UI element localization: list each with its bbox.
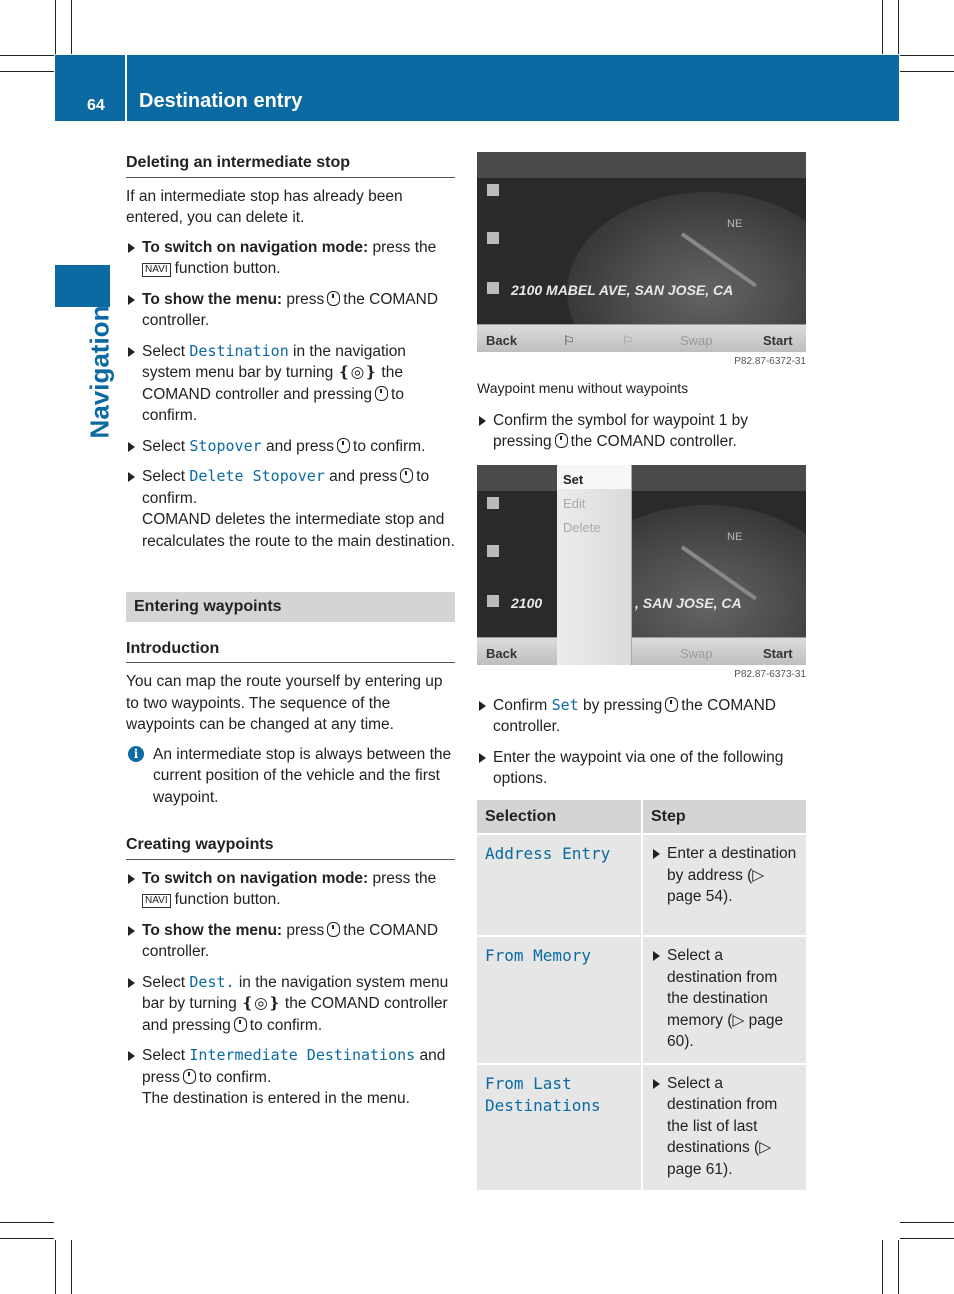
side-chapter-label: Navigation [84,305,115,439]
section-title-introduction: Introduction [126,638,455,664]
left-column [126,152,455,1119]
press-controller-icon [183,1069,196,1084]
crop-mark [71,0,72,54]
crop-mark [898,0,899,54]
step-item [126,341,455,427]
step-item [126,237,455,280]
step-item [126,920,455,963]
crop-mark [900,1238,954,1239]
step-text: to confirm. [353,437,426,455]
crop-mark [900,71,954,72]
menu-item-address-entry: Address Entry [485,844,611,863]
table-row [477,1064,806,1192]
step-text: Select [142,973,190,991]
step-item [477,410,806,453]
step-item: Select a destination from the destination memory (▷ page 60). [651,945,798,1053]
crop-mark [71,1240,72,1294]
step-bold: To switch on navigation mode: [142,238,369,256]
destination-address: 2100 MABEL AVE, SAN JOSE, CA [511,282,734,298]
step-bold: To switch on navigation mode: [142,869,369,887]
navi-key-icon: NAVI [142,894,171,908]
step-item: Select a destination from the list of last destinations (▷ page 61). [651,1073,798,1181]
step-item: Enter a destination by address (▷ page 54). [651,843,798,908]
step-text: to confirm. [249,1016,323,1034]
section-title-deleting: Deleting an intermediate stop [126,152,455,178]
step-text: function button. [174,260,281,277]
crop-mark [882,0,883,54]
table-cell-selection [477,1064,642,1192]
press-controller-icon [555,433,568,448]
crop-mark [0,71,54,72]
screen-top-strip [477,465,806,491]
header-divider [125,55,127,121]
step-text: Select [142,437,190,455]
turn-controller-icon: ❴◎❵ [241,995,281,1012]
waypoint-2-flag-icon [487,545,499,557]
menu-item-from-last-destinations: From Last Destinations [485,1073,601,1115]
press-controller-icon [327,922,340,937]
figure-code: P82.87-6372-31 [734,356,806,367]
menu-item-set[interactable]: Set [557,465,631,489]
step-item [126,289,455,332]
press-controller-icon [375,386,388,401]
step-item [126,1045,455,1110]
step-text: Enter the waypoint via one of the following options. [493,748,784,787]
step-text: function button. [174,891,281,908]
screenshot-waypoint-set-menu [477,465,806,665]
column-header-selection: Selection [477,800,642,835]
table-row [477,834,806,936]
step-text: and press [261,437,335,455]
press-controller-icon [665,697,678,712]
step-text: the COMAND controller. [493,696,776,735]
soft-key-bar [477,324,806,352]
waypoint-1-flag-icon [487,184,499,196]
right-column [477,152,806,1192]
crop-mark [882,1240,883,1294]
menu-item-edit: Edit [563,495,586,511]
soft-key-bar [477,637,806,665]
figure-caption: Waypoint menu without waypoints [477,380,689,396]
press-controller-icon [327,291,340,306]
step-result: The destination is entered in the menu. [142,1090,410,1107]
press-controller-icon [400,468,413,483]
page-header [55,55,899,121]
table-row [477,936,806,1064]
menu-item-stopover: Stopover [189,436,262,455]
step-text: and press [324,468,398,485]
step-text: in the navigation system menu bar by turning [142,973,449,1012]
soft-key-back[interactable]: Back [486,645,518,661]
waypoint-1-flag-icon [487,497,499,509]
press-controller-icon [337,438,350,453]
column-header-step: Step [642,800,806,835]
destination-flag-icon [487,282,499,294]
step-text: Confirm the symbol for waypoint 1 by pressing [493,411,748,450]
table-cell-step [642,936,806,1064]
table-cell-selection [477,936,642,1064]
screenshot-waypoint-menu [477,152,806,352]
soft-key-waypoint-dim-icon: ⚐ [622,333,634,348]
table-cell-step [642,1064,806,1192]
step-text: press the [368,869,437,887]
heading-label: NE [727,218,743,230]
crop-mark [0,55,54,56]
destination-address-right: , SAN JOSE, CA [635,594,742,611]
step-text: in the navigation system menu bar by turning [142,342,406,381]
crop-mark [55,1240,56,1294]
crop-mark [900,1222,954,1223]
step-text: Select [142,468,190,485]
step-item [477,747,806,790]
step-item [477,695,806,738]
side-tab [55,265,110,307]
table-cell-step [642,834,806,936]
step-text: the COMAND controller. [570,433,737,450]
soft-key-start[interactable]: Start [763,645,793,661]
step-bold: To show the menu: [142,921,283,939]
step-item [126,436,455,458]
step-bold: To show the menu: [142,290,283,308]
menu-item-dest: Dest. [189,972,235,991]
table-cell-selection [477,834,642,936]
banner-entering-waypoints: Entering waypoints [126,592,455,622]
destination-address-left: 2100 [511,594,543,611]
info-icon: i [128,746,144,762]
waypoint-popup-menu [557,465,632,665]
step-text: press [282,921,325,939]
step-text: Select [142,342,190,360]
options-table [477,800,806,1193]
step-text: to confirm. [142,468,430,507]
menu-item-delete-stopover: Delete Stopover [189,467,325,485]
crop-mark [898,1240,899,1294]
soft-key-swap: Swap [680,333,713,348]
table-header-row [477,800,806,835]
step-text: Confirm [493,696,552,714]
step-text: Select [142,1047,190,1064]
page-title: Destination entry [139,90,303,112]
menu-item-destination: Destination [189,341,289,360]
soft-key-swap: Swap [680,645,713,661]
press-controller-icon [234,1017,247,1032]
step-text: press the [368,238,437,256]
turn-controller-icon: ❴◎❵ [337,364,378,381]
step-text: the COMAND controller. [142,290,439,329]
menu-item-set-ref: Set [551,695,579,714]
navi-key-icon: NAVI [142,263,171,277]
step-text: to confirm. [198,1068,272,1086]
crop-mark [0,1238,54,1239]
soft-key-waypoint-icon[interactable]: ⚐ [563,333,575,348]
crop-mark [900,55,954,56]
step-text: the COMAND controller and pressing [142,364,403,403]
step-item [126,972,455,1037]
section-intro: If an intermediate stop has already been entered, you can delete it. [126,187,403,226]
figure-code: P82.87-6373-31 [734,668,806,680]
soft-key-back[interactable]: Back [486,333,518,348]
menu-item-delete: Delete [563,519,601,535]
step-text: press [282,290,325,308]
step-text: to confirm. [142,385,404,424]
heading-label: NE [727,530,743,543]
crop-mark [55,0,56,54]
step-result: COMAND deletes the intermediate stop and recalculates the route to the main destination. [142,511,455,550]
crop-mark [0,1222,54,1223]
step-text: and press [142,1047,446,1086]
destination-flag-icon [487,595,499,607]
step-text: the COMAND controller and pressing [142,995,448,1034]
soft-key-start[interactable]: Start [763,333,793,348]
page-number: 64 [87,97,105,114]
info-note [126,744,455,809]
menu-item-from-memory: From Memory [485,946,591,965]
step-item [126,868,455,911]
step-item [126,466,455,552]
section-title-creating: Creating waypoints [126,834,455,860]
screen-top-strip [477,152,806,178]
step-text: by pressing [578,696,663,714]
info-text: An intermediate stop is always between the current position of the vehicle and the first waypoint. [153,745,452,806]
intro-text: You can map the route yourself by entering up to two waypoints. The sequence of the waypoints can be changed at any time. [126,673,443,733]
waypoint-2-flag-icon [487,232,499,244]
step-text: the COMAND controller. [142,921,439,960]
menu-item-intermediate-destinations: Intermediate Destinations [189,1046,416,1064]
